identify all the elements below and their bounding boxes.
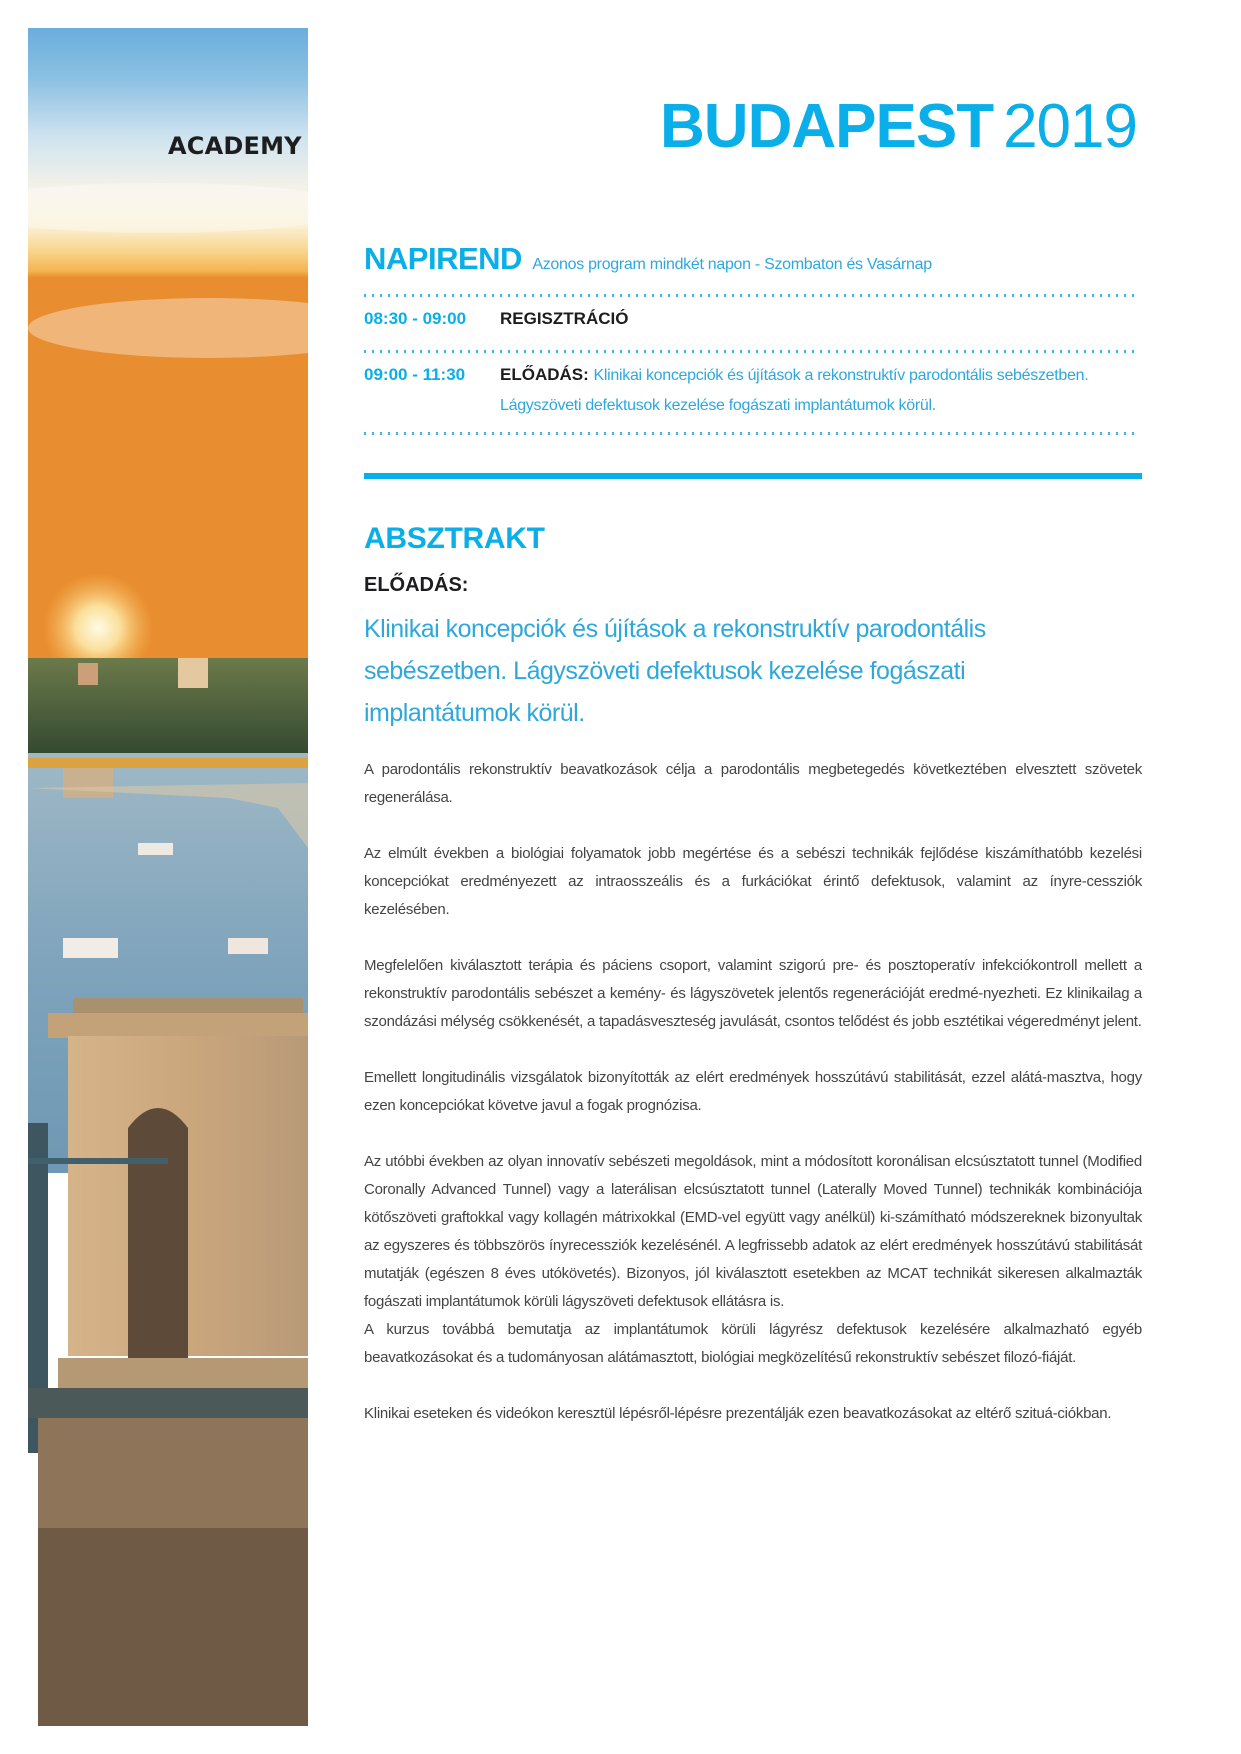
- paragraph: Megfelelően kiválasztott terápia és páciens csoport, valamint szigorú pre- és posztoperatív infekciókontroll mellett a rekonstruktív parodontális sebészet a kemény- és lágyszövetek jelentős regenerációját eredmé-nyezheti. Ez klinikailag a szondázási mélység csökkenését, a tapadásveszteség javulását, csontos telődést és jobb esztétikai végeredményt jelent.: [364, 957, 1142, 1030]
- section-divider-bar: [364, 473, 1142, 479]
- city-photo: [28, 28, 308, 1726]
- agenda-time: 09:00 - 11:30: [364, 365, 466, 384]
- agenda-text: Klinikai koncepciók és újítások a rekonstruktív parodontális sebészetben.: [593, 367, 1089, 384]
- sidebar-photo: [28, 28, 308, 1726]
- agenda-label: REGISZTRÁCIÓ: [500, 309, 629, 328]
- agenda-subtitle: Azonos program mindkét napon - Szombaton és Vasárnap: [532, 256, 932, 273]
- brand-logo-text: ACADEMY: [168, 132, 302, 160]
- title-city: BUDAPEST: [660, 92, 994, 161]
- abstract-title: ABSZTRAKT: [364, 522, 545, 555]
- abstract-label: ELŐADÁS:: [364, 574, 469, 596]
- paragraph: Emellett longitudinális vizsgálatok bizonyították az elért eredmények hosszútávú stabilitását, ezzel alátá-masztva, hogy ezen koncepciókat követve javul a fogak prognózisa.: [364, 1069, 1142, 1114]
- agenda-heading: [364, 241, 932, 277]
- abstract-body: [364, 756, 1142, 1456]
- paragraph: A kurzus továbbá bemutatja az implantátumok körüli lágyrész defektusok kezelésére alkalmazható egyéb beavatkozásokat és a tudományosan alátámasztott, biológiai megközelítésű rekonstruktív sebészet filozó-fiáját.: [364, 1321, 1142, 1366]
- paragraph: Az utóbbi években az olyan innovatív sebészeti megoldások, mint a módosított koronálisan elcsúsztatott tunnel (Modified Coronally Advanced Tunnel) vagy a laterálisan elcsúsztatott tunnel (Laterally Moved Tunnel) technikák kombinációja kötőszöveti graftokkal vagy kollagén mátrixokkal (EMD-vel együtt vagy anélkül) ki-számítható módszereknek bizonyultak az egyszeres és többszörös ínyrecessziók kezelésénél. A legfrissebb adatok az elért eredmények hosszútávú stabilitását mutatják (egészen 8 éves utókövetés). Bizonyos, jól kiválasztott esetekben az MCAT technikát sikeresen alkalmazták fogászati implantátumok körüli lágyszöveti defektusok ellátásra is.: [364, 1153, 1142, 1310]
- lecture-title: Klinikai koncepciók és újítások a rekonstruktív parodontális sebészetben. Lágyszöveti defektusok kezelése fogászati implantátumok körül.: [364, 615, 986, 727]
- paragraph: A parodontális rekonstruktív beavatkozások célja a parodontális megbetegedés következtében elvesztett szövetek regenerálása.: [364, 761, 1142, 806]
- agenda-time: 08:30 - 09:00: [364, 309, 467, 328]
- dotted-divider: [364, 350, 1136, 353]
- title-year: 2019: [1003, 92, 1137, 161]
- agenda-title: NAPIREND: [364, 241, 522, 276]
- dotted-divider: [364, 294, 1136, 297]
- page-title: [660, 92, 1137, 161]
- agenda-label: ELŐADÁS:: [500, 365, 589, 384]
- agenda-text-line2: Lágyszöveti defektusok kezelése fogászati implantátumok körül.: [500, 397, 936, 414]
- dotted-divider: [364, 432, 1136, 435]
- paragraph: Klinikai eseteken és videókon keresztül lépésről-lépésre prezentálják ezen beavatkozásokat az eltérő szituá-ciókban.: [364, 1405, 1112, 1422]
- paragraph: Az elmúlt években a biológiai folyamatok jobb megértése és a sebészi technikák fejlődése kiszámíthatóbb kezelési koncepciókat eredményezett az intraosszeális és a furkációkat érintő defektusok, valamint az ínyre-cessziók kezelésében.: [364, 845, 1142, 918]
